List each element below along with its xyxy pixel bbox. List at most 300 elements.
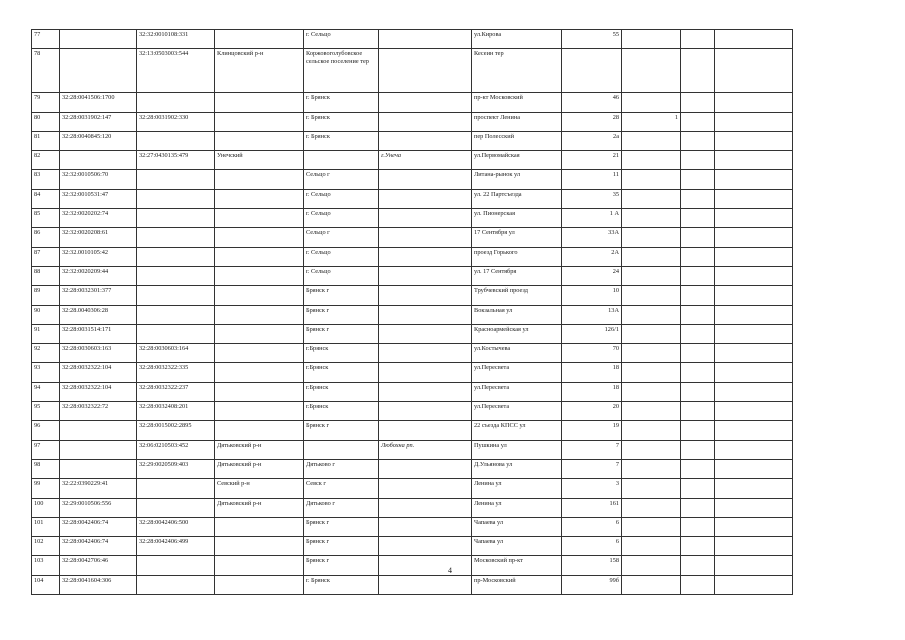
cell-extra-2 <box>715 131 793 150</box>
cell-district <box>215 209 304 228</box>
cell-row-number: 98 <box>32 459 60 478</box>
cell-district <box>215 112 304 131</box>
cell-extra-1 <box>681 49 715 93</box>
cell-house: 70 <box>562 344 622 363</box>
cell-district <box>215 402 304 421</box>
cell-extra-2 <box>715 112 793 131</box>
cell-cadastral-2 <box>137 170 215 189</box>
cell-extra-1 <box>681 305 715 324</box>
cell-settlement <box>379 30 472 49</box>
cell-extra-2 <box>715 537 793 556</box>
cell-district <box>215 382 304 401</box>
cell-locality: г. Сельцо <box>304 266 379 285</box>
cell-cadastral-2 <box>137 189 215 208</box>
table-row <box>32 556 793 575</box>
cell-cadastral-1: 32:28:0032322:104 <box>60 382 137 401</box>
cell-district <box>215 189 304 208</box>
cell-building <box>622 151 681 170</box>
cell-locality: г. Сельцо <box>304 209 379 228</box>
cell-building <box>622 575 681 594</box>
cell-street: пер Полесский <box>472 131 562 150</box>
table-row <box>32 459 793 478</box>
cell-settlement <box>379 344 472 363</box>
cell-row-number: 85 <box>32 209 60 228</box>
cell-row-number: 96 <box>32 421 60 440</box>
cell-row-number: 90 <box>32 305 60 324</box>
cell-locality: Брянск г <box>304 517 379 536</box>
cell-locality: Брянск г <box>304 305 379 324</box>
cell-extra-1 <box>681 112 715 131</box>
cell-street: 22 съезда КПСС ул <box>472 421 562 440</box>
cell-district: Дятьковский р-н <box>215 498 304 517</box>
cell-house: 33А <box>562 228 622 247</box>
cell-extra-2 <box>715 440 793 459</box>
cell-settlement <box>379 479 472 498</box>
cell-row-number: 81 <box>32 131 60 150</box>
cell-district: Дятьковский р-н <box>215 440 304 459</box>
cell-building <box>622 498 681 517</box>
cell-extra-1 <box>681 286 715 305</box>
cell-cadastral-2 <box>137 575 215 594</box>
cell-extra-1 <box>681 189 715 208</box>
cell-cadastral-1: 32:28:0032322:104 <box>60 363 137 382</box>
cell-locality: г.Брянск <box>304 402 379 421</box>
cell-locality <box>304 151 379 170</box>
cell-street: Трубчевский проезд <box>472 286 562 305</box>
cell-house: 28 <box>562 112 622 131</box>
cell-cadastral-1 <box>60 421 137 440</box>
cell-street: ул.Костычева <box>472 344 562 363</box>
cell-street: ул.Пересвета <box>472 363 562 382</box>
cell-row-number: 95 <box>32 402 60 421</box>
cell-building <box>622 537 681 556</box>
cell-building <box>622 247 681 266</box>
cell-extra-2 <box>715 247 793 266</box>
cell-locality: Севск г <box>304 479 379 498</box>
cell-extra-1 <box>681 30 715 49</box>
cell-row-number: 80 <box>32 112 60 131</box>
cell-extra-2 <box>715 556 793 575</box>
cell-settlement <box>379 112 472 131</box>
cell-cadastral-2 <box>137 498 215 517</box>
cell-locality: г. Сельцо <box>304 247 379 266</box>
cell-row-number: 99 <box>32 479 60 498</box>
cell-extra-1 <box>681 421 715 440</box>
cell-cadastral-1: 32:32:0020209:44 <box>60 266 137 285</box>
table-row <box>32 266 793 285</box>
cell-cadastral-1: 32:28:0041604:306 <box>60 575 137 594</box>
table-row <box>32 170 793 189</box>
cell-building <box>622 266 681 285</box>
cell-row-number: 84 <box>32 189 60 208</box>
cell-building <box>622 459 681 478</box>
cell-cadastral-1: 32:32:0010506:70 <box>60 170 137 189</box>
cell-street: ул. 17 Сентября <box>472 266 562 285</box>
cell-street: проезд Горького <box>472 247 562 266</box>
cell-cadastral-1: 32:32:0020208:61 <box>60 228 137 247</box>
cell-locality: г. Брянск <box>304 112 379 131</box>
cell-cadastral-2: 32:28:0032322:237 <box>137 382 215 401</box>
cell-extra-1 <box>681 93 715 112</box>
cell-row-number: 94 <box>32 382 60 401</box>
cell-settlement <box>379 170 472 189</box>
cell-row-number: 100 <box>32 498 60 517</box>
table-row <box>32 49 793 93</box>
cell-settlement <box>379 575 472 594</box>
cell-extra-2 <box>715 209 793 228</box>
table-row <box>32 209 793 228</box>
cell-house: 11 <box>562 170 622 189</box>
cell-locality: Коржовоголубовское сельское поселение тер <box>304 49 379 93</box>
cell-building <box>622 344 681 363</box>
cell-cadastral-1 <box>60 49 137 93</box>
cell-row-number: 91 <box>32 324 60 343</box>
cell-house: 158 <box>562 556 622 575</box>
cell-extra-2 <box>715 30 793 49</box>
cell-street: проспект Ленина <box>472 112 562 131</box>
cell-locality: г.Брянск <box>304 363 379 382</box>
cell-street: Московский пр-кт <box>472 556 562 575</box>
cell-settlement <box>379 93 472 112</box>
cell-row-number: 97 <box>32 440 60 459</box>
cell-cadastral-1 <box>60 459 137 478</box>
cell-cadastral-1: 32:28:0042406:74 <box>60 537 137 556</box>
cell-row-number: 83 <box>32 170 60 189</box>
cell-street: 17 Сентября ул <box>472 228 562 247</box>
cell-building <box>622 402 681 421</box>
cell-extra-1 <box>681 151 715 170</box>
cell-building <box>622 228 681 247</box>
cell-district <box>215 537 304 556</box>
cell-extra-1 <box>681 382 715 401</box>
cell-extra-1 <box>681 324 715 343</box>
cell-extra-1 <box>681 209 715 228</box>
cell-house: 161 <box>562 498 622 517</box>
cell-district <box>215 575 304 594</box>
cell-extra-1 <box>681 556 715 575</box>
cell-cadastral-2 <box>137 286 215 305</box>
cell-street: Чапаева ул <box>472 537 562 556</box>
cell-extra-1 <box>681 459 715 478</box>
cell-street: Пушкина ул <box>472 440 562 459</box>
registry-table <box>31 29 793 595</box>
cell-extra-2 <box>715 363 793 382</box>
cell-street: Д.Ульянова ул <box>472 459 562 478</box>
cell-cadastral-1: 32:28:0030603:163 <box>60 344 137 363</box>
cell-house: 10 <box>562 286 622 305</box>
cell-house: 20 <box>562 402 622 421</box>
cell-street: ул.Пересвета <box>472 402 562 421</box>
cell-extra-2 <box>715 479 793 498</box>
cell-settlement <box>379 286 472 305</box>
table-row <box>32 93 793 112</box>
cell-building <box>622 189 681 208</box>
cell-row-number: 104 <box>32 575 60 594</box>
table-row <box>32 324 793 343</box>
cell-building <box>622 93 681 112</box>
cell-street: ул.Кирова <box>472 30 562 49</box>
cell-locality: Сельцо г <box>304 228 379 247</box>
cell-district <box>215 247 304 266</box>
cell-cadastral-2 <box>137 131 215 150</box>
cell-extra-2 <box>715 421 793 440</box>
cell-settlement <box>379 498 472 517</box>
cell-extra-2 <box>715 575 793 594</box>
cell-house: 46 <box>562 93 622 112</box>
cell-street: Красноармейская ул <box>472 324 562 343</box>
table-row <box>32 286 793 305</box>
table-row <box>32 228 793 247</box>
cell-street: ул. 22 Партсъезда <box>472 189 562 208</box>
table-row <box>32 247 793 266</box>
cell-cadastral-1: 32:28:0040845:120 <box>60 131 137 150</box>
cell-cadastral-1: 32:29:0010506:556 <box>60 498 137 517</box>
cell-cadastral-1: 32:28:0042406:74 <box>60 517 137 536</box>
cell-extra-2 <box>715 266 793 285</box>
cell-row-number: 89 <box>32 286 60 305</box>
cell-extra-2 <box>715 498 793 517</box>
cell-extra-1 <box>681 498 715 517</box>
cell-district <box>215 131 304 150</box>
cell-district: Севский р-н <box>215 479 304 498</box>
cell-extra-2 <box>715 459 793 478</box>
cell-extra-1 <box>681 363 715 382</box>
cell-extra-1 <box>681 344 715 363</box>
cell-extra-2 <box>715 324 793 343</box>
cell-locality: г. Сельцо <box>304 189 379 208</box>
table-row <box>32 421 793 440</box>
cell-row-number: 101 <box>32 517 60 536</box>
cell-extra-2 <box>715 93 793 112</box>
table-row <box>32 537 793 556</box>
cell-cadastral-1: 32:28.0040306:28 <box>60 305 137 324</box>
cell-cadastral-1: 32:32.0010105:42 <box>60 247 137 266</box>
cell-cadastral-2 <box>137 228 215 247</box>
cell-street: ул.Первомайская <box>472 151 562 170</box>
cell-building <box>622 209 681 228</box>
cell-settlement <box>379 402 472 421</box>
cell-house <box>562 49 622 93</box>
cell-settlement <box>379 247 472 266</box>
cell-building <box>622 49 681 93</box>
cell-cadastral-2 <box>137 266 215 285</box>
cell-cadastral-1: 32:28:0031514:171 <box>60 324 137 343</box>
cell-cadastral-2 <box>137 305 215 324</box>
cell-house: 126/1 <box>562 324 622 343</box>
cell-street: Кесеин тер <box>472 49 562 93</box>
cell-row-number: 82 <box>32 151 60 170</box>
cell-row-number: 86 <box>32 228 60 247</box>
cell-house: 2А <box>562 247 622 266</box>
cell-cadastral-2: 32:28:0015002:2895 <box>137 421 215 440</box>
cell-row-number: 92 <box>32 344 60 363</box>
cell-cadastral-1: 32:28:0042706:46 <box>60 556 137 575</box>
cell-cadastral-1: 32:28:0031902:147 <box>60 112 137 131</box>
cell-house: 7 <box>562 440 622 459</box>
cell-settlement <box>379 382 472 401</box>
cell-settlement <box>379 324 472 343</box>
cell-locality: Брянск г <box>304 286 379 305</box>
table-row <box>32 151 793 170</box>
cell-district: Унечский <box>215 151 304 170</box>
cell-locality: г.Брянск <box>304 344 379 363</box>
cell-locality: Брянск г <box>304 537 379 556</box>
cell-house: 99б <box>562 575 622 594</box>
cell-extra-2 <box>715 170 793 189</box>
cell-cadastral-2 <box>137 209 215 228</box>
cell-building <box>622 131 681 150</box>
cell-settlement <box>379 363 472 382</box>
cell-extra-2 <box>715 382 793 401</box>
cell-district: Клинцовский р-н <box>215 49 304 93</box>
cell-building <box>622 556 681 575</box>
table-row <box>32 382 793 401</box>
table-row <box>32 189 793 208</box>
cell-building <box>622 517 681 536</box>
cell-cadastral-2 <box>137 479 215 498</box>
cell-street: Ленина ул <box>472 479 562 498</box>
cell-district: Дятьковский р-н <box>215 459 304 478</box>
cell-extra-1 <box>681 266 715 285</box>
cell-cadastral-2: 32:28:0032408:201 <box>137 402 215 421</box>
cell-cadastral-2: 32:13:0503003:544 <box>137 49 215 93</box>
cell-cadastral-2: 32:06:0210503:452 <box>137 440 215 459</box>
cell-cadastral-2 <box>137 93 215 112</box>
cell-locality: Сельцо г <box>304 170 379 189</box>
cell-cadastral-2: 32:27:0430135:479 <box>137 151 215 170</box>
cell-street: Ленина ул <box>472 498 562 517</box>
cell-building <box>622 363 681 382</box>
cell-settlement <box>379 537 472 556</box>
cell-cadastral-2: 32:32:0010108:331 <box>137 30 215 49</box>
cell-house: 35 <box>562 189 622 208</box>
cell-extra-2 <box>715 286 793 305</box>
cell-cadastral-1: 32:28:0032322:72 <box>60 402 137 421</box>
cell-street: ул.Пересвета <box>472 382 562 401</box>
cell-district <box>215 421 304 440</box>
cell-extra-2 <box>715 228 793 247</box>
cell-locality: г.Брянск <box>304 382 379 401</box>
cell-street: ул. Пионерская <box>472 209 562 228</box>
cell-district <box>215 344 304 363</box>
cell-house: 2а <box>562 131 622 150</box>
cell-house: 7 <box>562 459 622 478</box>
cell-cadastral-2: 32:28:0042406:499 <box>137 537 215 556</box>
cell-extra-1 <box>681 402 715 421</box>
cell-cadastral-1 <box>60 151 137 170</box>
cell-district <box>215 324 304 343</box>
cell-extra-1 <box>681 170 715 189</box>
cell-building <box>622 421 681 440</box>
cell-street: Вокзальная ул <box>472 305 562 324</box>
table-body <box>32 30 793 595</box>
table-row <box>32 479 793 498</box>
cell-district <box>215 517 304 536</box>
cell-building <box>622 440 681 459</box>
cell-house: 18 <box>562 363 622 382</box>
cell-house: 19 <box>562 421 622 440</box>
cell-settlement <box>379 517 472 536</box>
cell-locality <box>304 440 379 459</box>
cell-settlement <box>379 305 472 324</box>
cell-settlement <box>379 459 472 478</box>
cell-house: 24 <box>562 266 622 285</box>
cell-house: 13А <box>562 305 622 324</box>
cell-row-number: 93 <box>32 363 60 382</box>
table-row <box>32 440 793 459</box>
table-row <box>32 131 793 150</box>
cell-house: 6 <box>562 517 622 536</box>
cell-house: 3 <box>562 479 622 498</box>
table-row <box>32 498 793 517</box>
cell-extra-2 <box>715 344 793 363</box>
cell-settlement <box>379 228 472 247</box>
cell-extra-2 <box>715 151 793 170</box>
cell-row-number: 103 <box>32 556 60 575</box>
page-number: 4 <box>448 566 452 575</box>
cell-locality: г. Брянск <box>304 575 379 594</box>
cell-cadastral-2 <box>137 324 215 343</box>
cell-row-number: 87 <box>32 247 60 266</box>
cell-row-number: 88 <box>32 266 60 285</box>
cell-row-number: 79 <box>32 93 60 112</box>
cell-extra-2 <box>715 305 793 324</box>
cell-extra-1 <box>681 517 715 536</box>
cell-cadastral-1: 32:32:0020202:74 <box>60 209 137 228</box>
cell-cadastral-2: 32:28:0042406:500 <box>137 517 215 536</box>
table-row <box>32 30 793 49</box>
cell-locality: Дятьково г <box>304 498 379 517</box>
cell-locality: Брянск г <box>304 421 379 440</box>
cell-cadastral-1: 32:28:0032301:377 <box>60 286 137 305</box>
cell-settlement: г.Унеча <box>379 151 472 170</box>
table-row <box>32 402 793 421</box>
cell-district <box>215 266 304 285</box>
cell-building <box>622 286 681 305</box>
cell-extra-2 <box>715 402 793 421</box>
cell-locality: г. Брянск <box>304 93 379 112</box>
cell-extra-2 <box>715 189 793 208</box>
cell-settlement: Любохна рп. <box>379 440 472 459</box>
cell-building <box>622 170 681 189</box>
cell-settlement <box>379 209 472 228</box>
cell-cadastral-2: 32:29:0020509:403 <box>137 459 215 478</box>
table-row <box>32 517 793 536</box>
cell-extra-1 <box>681 131 715 150</box>
cell-house: 1 А <box>562 209 622 228</box>
cell-street: Литана-рынок ул <box>472 170 562 189</box>
cell-locality: Брянск г <box>304 324 379 343</box>
cell-cadastral-2 <box>137 556 215 575</box>
cell-cadastral-1 <box>60 440 137 459</box>
cell-cadastral-1: 32:28:0041506:1700 <box>60 93 137 112</box>
cell-building <box>622 382 681 401</box>
cell-extra-1 <box>681 247 715 266</box>
cell-district <box>215 170 304 189</box>
cell-street: Чапаева ул <box>472 517 562 536</box>
cell-extra-1 <box>681 228 715 247</box>
cell-extra-1 <box>681 537 715 556</box>
cell-extra-1 <box>681 479 715 498</box>
cell-street: пр-кт Московский <box>472 93 562 112</box>
cell-house: 21 <box>562 151 622 170</box>
cell-district <box>215 556 304 575</box>
cell-cadastral-1: 32:32:0010531:47 <box>60 189 137 208</box>
table-row <box>32 575 793 594</box>
cell-cadastral-2: 32:28:0030603:164 <box>137 344 215 363</box>
cell-settlement <box>379 266 472 285</box>
cell-building <box>622 479 681 498</box>
